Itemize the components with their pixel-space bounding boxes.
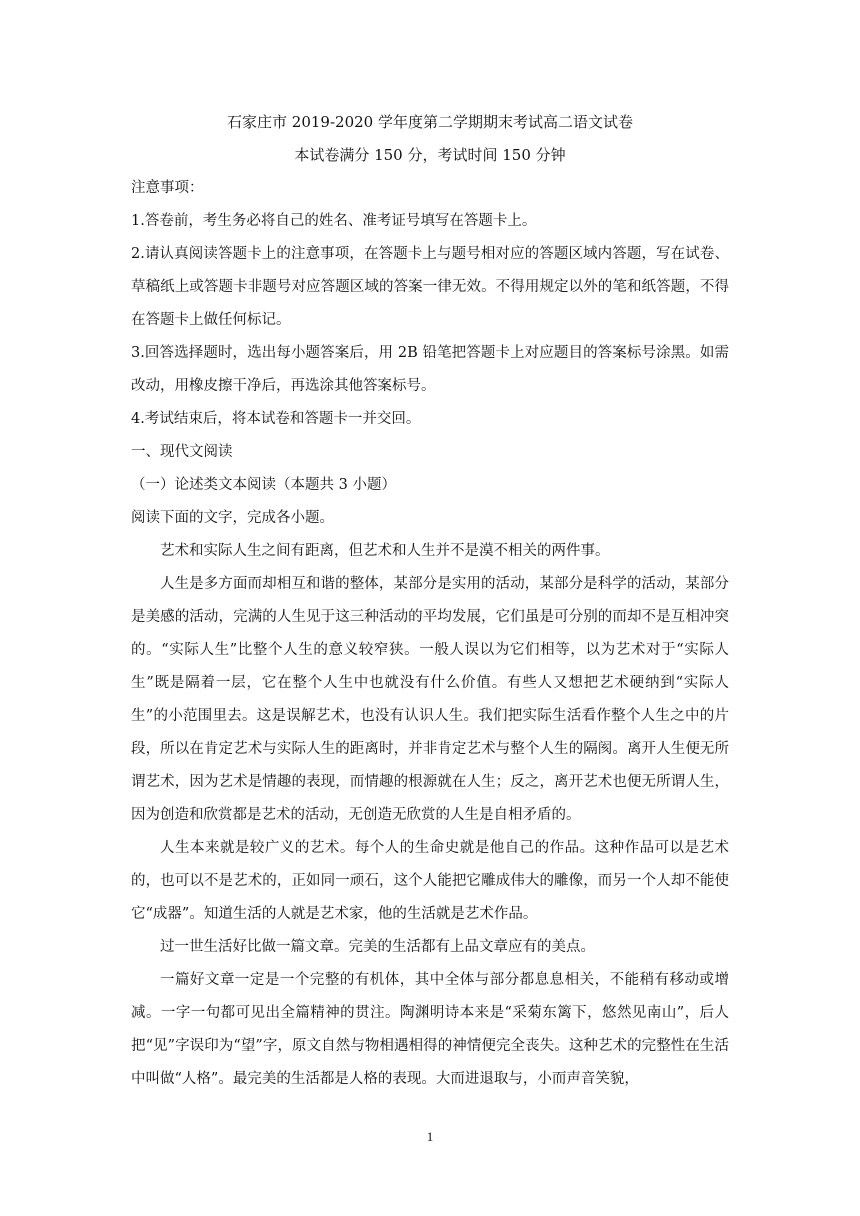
- exam-subtitle: 本试卷满分 150 分，考试时间 150 分钟: [294, 146, 566, 164]
- section-instruction: 阅读下面的文字，完成各小题。: [131, 510, 334, 526]
- page-number: 1: [426, 1129, 434, 1144]
- passage-paragraph-1: 艺术和实际人生之间有距离，但艺术和人生并不是漠不相关的两件事。: [160, 543, 610, 559]
- notice-item-2: 2.请认真阅读答题卡上的注意事项，在答题卡上与题号相对应的答题区域内答题，写在试卷、草稿纸上或答题卡非题号对应答题区域的答案一律无效。不得用规定以外的笔和纸答题，不得在答题卡上做任何标记。: [131, 246, 729, 328]
- passage-paragraph-4: 过一世生活好比做一篇文章。完美的生活都有上品文章应有的美点。: [160, 939, 595, 955]
- document-body: [131, 106, 729, 1096]
- passage-paragraph-2: 人生是多方面而却相互和谐的整体，某部分是实用的活动，某部分是科学的活动，某部分是美感的活动，完满的人生见于这三种活动的平均发展，它们虽是可分别的而却不是互相冲突的。“实际人生”比整个人生的意义较窄狭。一般人误以为它们相等，以为艺术对于“实际人生”既是隔着一层，它在整个人生中也就没有什么价值。有些人又想把艺术硬纳到“实际人生”的小范围里去。这是误解艺术，也没有认识人生。我们把实际生活看作整个人生之中的片段，所以在肯定艺术与实际人生的距离时，并非肯定艺术与整个人生的隔阂。离开人生便无所谓艺术，因为艺术是情趣的表现，而情趣的根源就在人生；反之，离开艺术也便无所谓人生，因为创造和欣赏都是艺术的活动，无创造无欣赏的人生是自相矛盾的。: [131, 576, 729, 823]
- passage-paragraph-3: 人生本来就是较广义的艺术。每个人的生命史就是他自己的作品。这种作品可以是艺术的，也可以不是艺术的，正如同一顽石，这个人能把它雕成伟大的雕像，而另一个人却不能使它“成器”。知道生活的人就是艺术家，他的生活就是艺术作品。: [131, 840, 729, 922]
- notice-item-4: 4.考试结束后，将本试卷和答题卡一并交回。: [131, 411, 421, 427]
- notice-item-1: 1.答卷前，考生务必将自己的姓名、准考证号填写在答题卡上。: [131, 213, 537, 229]
- notice-item-3: 3.回答选择题时，选出每小题答案后，用 2B 铅笔把答题卡上对应题目的答案标号涂黑。如需改动，用橡皮擦干净后，再选涂其他答案标号。: [131, 345, 729, 394]
- passage-paragraph-5: 一篇好文章一定是一个完整的有机体，其中全体与部分都息息相关，不能稍有移动或增减。一字一句都可见出全篇精神的贯注。陶渊明诗本来是“采菊东篱下，悠然见南山”，后人把“见”字误印为“望”字，原文自然与物相遇相得的神情便完全丧失。这种艺术的完整性在生活中叫做“人格”。最完美的生活都是人格的表现。大而进退取与，小而声音笑貌，: [131, 972, 729, 1087]
- section-heading: 一、现代文阅读: [131, 444, 233, 460]
- exam-title: 石家庄市 2019-2020 学年度第二学期期末考试高二语文试卷: [227, 113, 633, 131]
- section-subheading: （一）论述类文本阅读（本题共 3 小题）: [131, 477, 396, 493]
- notice-heading: 注意事项：: [131, 180, 204, 196]
